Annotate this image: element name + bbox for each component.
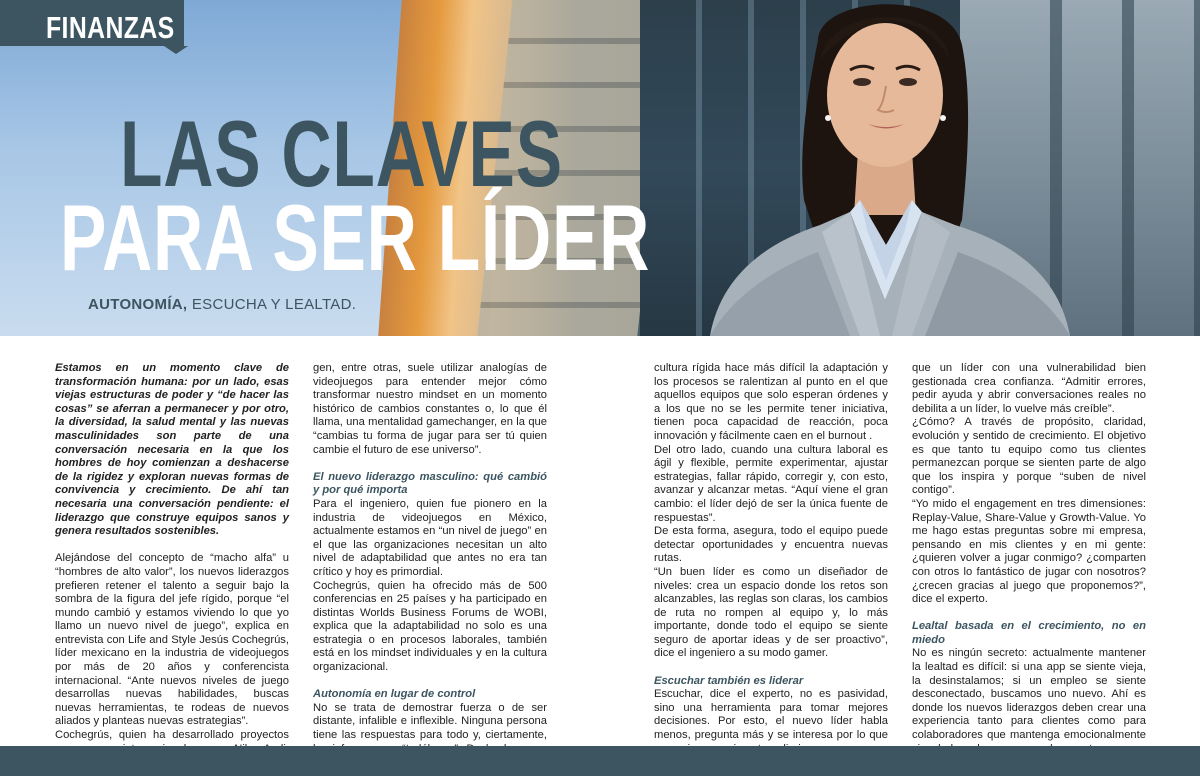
body-paragraph: gen, entre otras, suele utilizar analogías de videojuegos para entender mejor cómo transformar nuestro mindset en un momento histórico de cambios constantes o, lo que él llama, una mentalidad gamechanger, en la que “cambias tu forma de jugar para ser tú quien cambie el futuro de ese universo”. <box>313 362 547 456</box>
body-paragraph: “Yo mido el engagement en tres dimensiones: Replay-Value, Share-Value y Growth-Value. Yo me hago estas preguntas sobre mi empresa, pensando en mis clientes y en mi gente: ¿quieren volver a jugar conmigo? ¿comparten con otros lo fantástico de jugar con nosotros? ¿crecen gracias al juego que proponemos?”, dice el experto. <box>912 497 1146 606</box>
article-column-4 <box>912 362 1146 756</box>
subtitle-bold: AUTONOMÍA, <box>88 296 188 313</box>
hero-photo <box>0 0 1200 336</box>
article-column-2 <box>313 362 547 770</box>
article-column-1 <box>55 362 289 770</box>
body-paragraph: Alejándose del concepto de “macho alfa” u “hombres de alto valor”, los nuevos liderazgos prefieren retener el talento a seguir bajo la sombra de la figura del jefe rígido, porque “el mundo cambió y estamos viviendo lo que yo llamo un nuevo nivel de juego”, explica en entrevista con Life and Style Jesús Cochegrús, líder mexicano en la industria de videojuegos por más de 20 años y conferencista internacional. “Ante nuevos niveles de juego desarrollas nuevas habilidades, buscas nuevas herramientas, te rodeas de nuevos aliados y planteas nuevas estrategias”. <box>55 552 289 728</box>
body-paragraph: Cochegrús, quien ha ofrecido más de 500 conferencias en 25 países y ha participado en distintas Worlds Business Forums de WOBI, explica que la adaptabilidad no solo es una estrategia o en procesos laborales, también está en los mindset individuales y en la cultura organizacional. <box>313 579 547 674</box>
businesswoman-portrait <box>700 0 1080 336</box>
intro-paragraph: Estamos en un momento clave de transformación humana: por un lado, esas viejas estructuras de poder y “de hacer las cosas” se aferran a permanecer y por otro, la diversidad, la salud mental y las nuevas masculinidades son parte de una conversación necesaria en la que los hombres de hoy comienzan a deshacerse de la rigidez y exploran nuevas formas de convivencia y crecimiento. De ahí tan necesaria una conversación pendiente: el liderazgo que construye equipos sanos y genera resultados sostenibles. <box>55 362 289 538</box>
body-paragraph: De esta forma, asegura, todo el equipo puede detectar oportunidades y encuentra nuevas rutas. <box>654 525 888 565</box>
subtitle <box>88 296 356 313</box>
article-column-3 <box>654 362 888 776</box>
body-paragraph: que un líder con una vulnerabilidad bien gestionada crea confianza. “Admitir errores, pedir ayuda y abrir conversaciones reales no debilita a un líder, lo vuelve más creíble”. <box>912 362 1146 415</box>
body-paragraph: No es ningún secreto: actualmente mantener la lealtad es difícil: si una app se siente vieja, la desinstalamos; si un empleo se siente desconectado, buscamos uno nuevo. Ahí es donde los nuevos liderazgos deben crear una experiencia tanto para clientes como para colaboradores que mantenga emocionalmente <box>912 647 1146 742</box>
subheading: El nuevo liderazgo masculino: qué cambió y por qué importa <box>313 470 547 497</box>
body-paragraph: Del otro lado, cuando una cultura laboral es ágil y flexible, permite experimentar, ajustar estrategias, fallar rápido, corregir y, con esto, avanzar y alcanzar metas. “Aquí viene el gran cambio: el líder dejó de ser la única fuente de respuestas”. <box>654 443 888 524</box>
body-paragraph: Escuchar, dice el experto, no es pasividad, sino una herramienta para tomar mejores decisiones. Por esto, el nuevo líder habla menos, pregunta más y se interesa por lo que <box>654 688 888 742</box>
body-paragraph: No se trata de demostrar fuerza o de ser distante, infalible e inflexible. Ninguna persona tiene las respuestas para todo y, ciertamente, <box>313 701 547 742</box>
footer-bar <box>0 746 1200 776</box>
body-paragraph: “Un buen líder es como un diseñador de niveles: crea un espacio donde los retos son alcanzables, las reglas son claras, los cambios de ruta no rompen al equipo y, lo más importante, donde todo el equipo se siente seguro de aportar ideas y de ser proactivo”, dice el ingeniero a su modo gamer. <box>654 565 888 660</box>
section-label: FINANZAS <box>46 10 175 45</box>
subheading: Escuchar también es liderar <box>654 674 804 687</box>
headline-line-2: PARA SER LÍDER <box>60 185 651 290</box>
subheading: Lealtal basada en el crecimiento, no en miedo <box>912 620 1146 646</box>
subheading: Autonomía en lugar de control <box>313 688 476 701</box>
headline-line-1: LAS CLAVES <box>120 101 563 206</box>
body-paragraph: ¿Cómo? A través de propósito, claridad, evolución y sentido de crecimiento. El objetivo es que tanto tu equipo como tus clientes permanezcan porque se sienten parte de algo que los inspira y porque “suben de nivel contigo”. <box>912 416 1146 497</box>
body-paragraph: Para el ingeniero, quien fue pionero en la industria de videojuegos en México, actualmente estamos en “un nivel de juego” en el que las organizaciones necesitan un alto nivel de adaptabilidad que antes no era tan crítico y hoy es primordial. <box>313 497 547 578</box>
subtitle-rest: ESCUCHA Y LEALTAD. <box>187 296 357 313</box>
body-paragraph: cultura rígida hace más difícil la adaptación y los procesos se ralentizan al punto en el que aquellos equipos que solo esperan órdenes y a los que no se les permite tener iniciativa, tienen poca capacidad de reacción, poca innovación y fácilmente caen en el burnout . <box>654 362 888 442</box>
body-paragraph: Cochegrús, quien ha desarrollado proyectos <box>55 729 289 742</box>
